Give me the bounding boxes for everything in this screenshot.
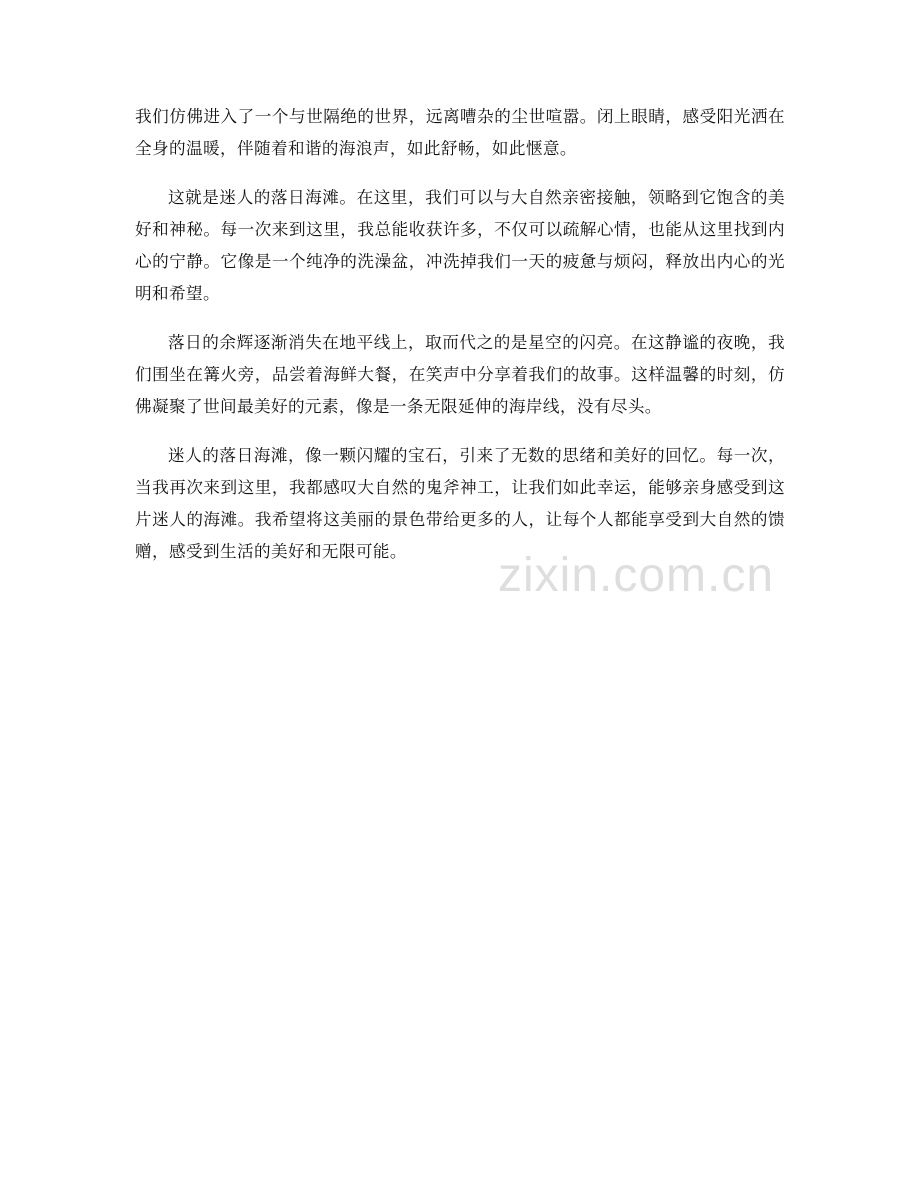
- watermark: zixin.com.cn: [498, 549, 775, 602]
- paragraph-3: 落日的余辉逐渐消失在地平线上，取而代之的是星空的闪亮。在这静谧的夜晚，我们围坐在篝火旁，品尝着海鲜大餐，在笑声中分享着我们的故事。这样温馨的时刻，仿佛凝聚了世间最美好的元素，像是一条无限延伸的海岸线，没有尽头。: [135, 333, 785, 416]
- paragraph-2: 这就是迷人的落日海滩。在这里，我们可以与大自然亲密接触，领略到它饱含的美好和神秘。每一次来到这里，我总能收获许多，不仅可以疏解心情，也能从这里找到内心的宁静。它像是一个纯净的洗澡盆，冲洗掉我们一天的疲惫与烦闷，释放出内心的光明和希望。: [135, 188, 785, 303]
- paragraph-1: 我们仿佛进入了一个与世隔绝的世界，远离嘈杂的尘世喧嚣。闭上眼睛，感受阳光洒在全身的温暖，伴随着和谐的海浪声，如此舒畅，如此惬意。: [135, 107, 785, 158]
- paragraph-4: 迷人的落日海滩，像一颗闪耀的宝石，引来了无数的思绪和美好的回忆。每一次，当我再次来到这里，我都感叹大自然的鬼斧神工，让我们如此幸运，能够亲身感受到这片迷人的海滩。我希望将这美丽的景色带给更多的人，让每个人都能享受到大自然的馈赠，感受到生活的美好和无限可能。: [135, 446, 785, 561]
- document-body: [135, 101, 785, 585]
